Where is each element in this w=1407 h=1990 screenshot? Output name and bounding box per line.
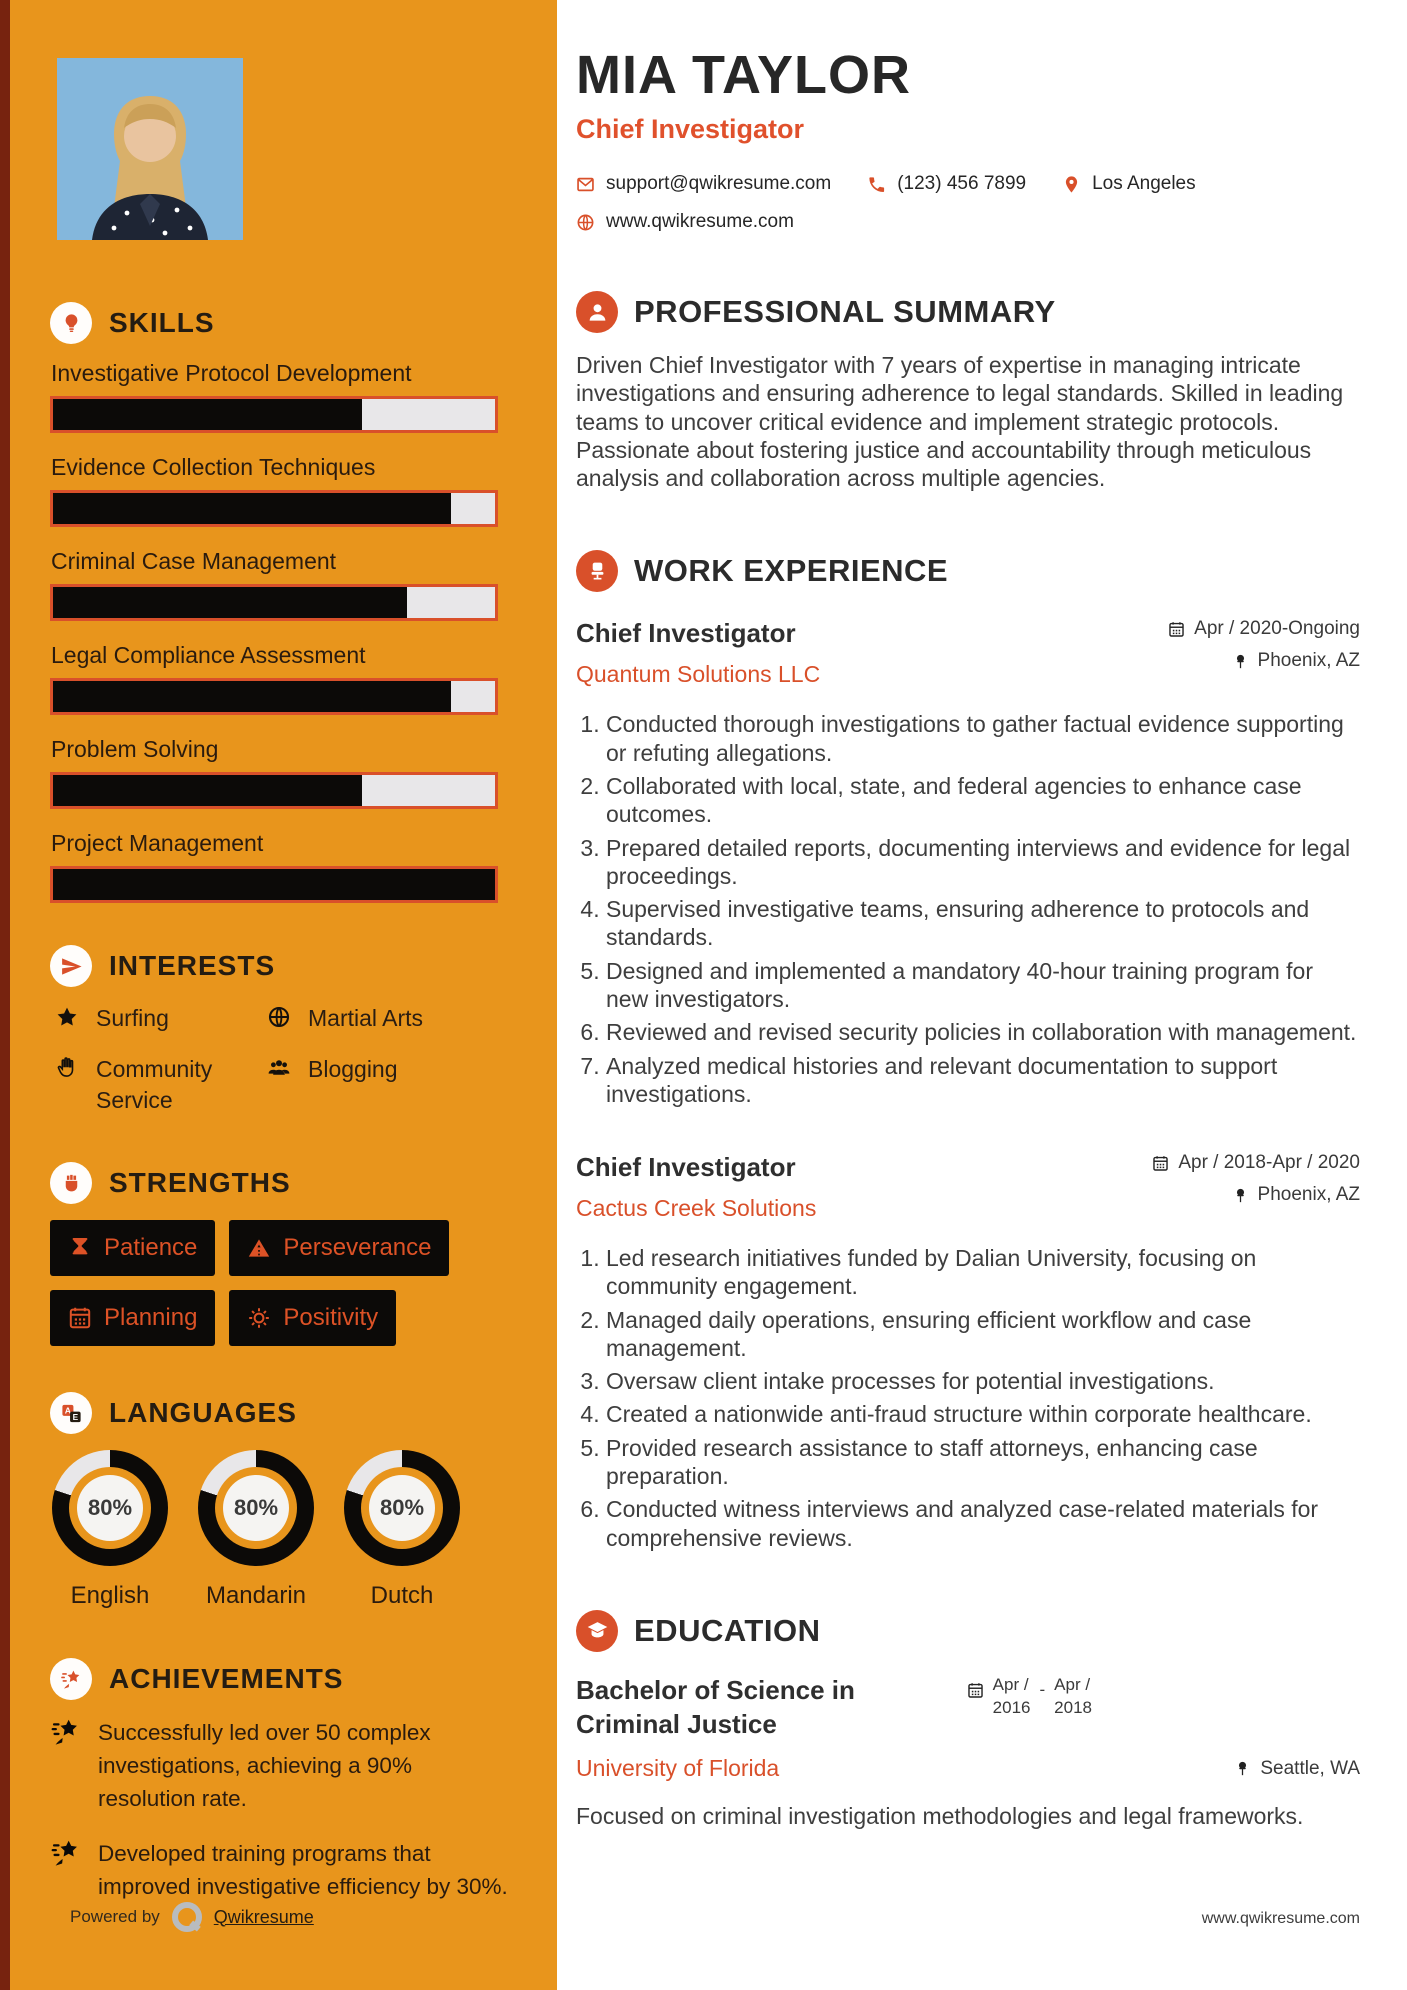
skill-progress-bar: [50, 584, 498, 621]
job-bullet: 2. Collaborated with local, state, and federal agencies to enhance case outcomes.: [606, 772, 1360, 829]
interests-title: INTERESTS: [109, 950, 276, 981]
person-name: MIA TAYLOR: [576, 45, 912, 105]
interest-label: Blogging: [308, 1056, 398, 1083]
calendar-icon: [1168, 621, 1185, 638]
interest-item: [266, 1054, 508, 1116]
school-name: University of Florida: [576, 1755, 780, 1782]
work-title: WORK EXPERIENCE: [634, 553, 949, 589]
skill-label: Evidence Collection Techniques: [51, 454, 376, 480]
hourglass-icon: [68, 1236, 92, 1260]
powered-by-label: Powered by: [70, 1907, 160, 1926]
phone-value: (123) 456 7899: [897, 173, 1027, 194]
language-label: Mandarin: [205, 1582, 307, 1610]
skill-progress-fill: [53, 869, 495, 900]
job-company: Quantum Solutions LLC: [576, 661, 821, 688]
skill-item: [50, 360, 508, 433]
summary-body: Driven Chief Investigator with 7 years of expertise in managing intricate investigations and ensuring adherence to legal standards. Skilled in leading teams to uncover critical evidence and implement strategic protocols. Passionate about fostering justice and accountability through meticulous analysis and collaboration across multiple agencies.: [576, 352, 1344, 492]
sun-icon: [247, 1306, 271, 1330]
achievements-title: ACHIEVEMENTS: [109, 1663, 344, 1695]
skill-item: [50, 830, 508, 903]
language-item: [198, 1450, 314, 1610]
left-accent-strip: [0, 0, 10, 1990]
phone-icon: [867, 175, 886, 194]
contact-row: [576, 211, 1360, 233]
interest-label: Community Service: [96, 1056, 213, 1114]
job-bullet: 4. Supervised investigative teams, ensuring adherence to protocols and standards.: [606, 895, 1360, 952]
education-description: Focused on criminal investigation methodologies and legal frameworks.: [576, 1803, 1304, 1830]
job-bullet: 5. Designed and implemented a mandatory 40-hour training program for new investigators.: [606, 957, 1360, 1014]
job-bullet: 1. Conducted thorough investigations to gather factual evidence supporting or refuting allegations.: [606, 710, 1360, 767]
strength-label: Perseverance: [283, 1234, 432, 1262]
paper-plane-icon: [50, 945, 92, 987]
skill-progress-bar: [50, 772, 498, 809]
pushpin-icon: [1232, 653, 1249, 670]
strength-badge: [229, 1290, 396, 1346]
phone-item: [867, 173, 1026, 195]
skill-progress-fill: [53, 587, 407, 618]
website-item: [576, 211, 794, 233]
email-icon: [576, 175, 595, 194]
job-company: Cactus Creek Solutions: [576, 1195, 817, 1222]
language-item: [344, 1450, 460, 1610]
pushpin-icon: [1232, 1187, 1249, 1204]
pushpin-icon: [1234, 1760, 1251, 1777]
skill-label: Legal Compliance Assessment: [51, 642, 366, 668]
language-percent: 80%: [369, 1475, 435, 1541]
achievement-text: Successfully led over 50 complex investigations, achieving a 90% resolution rate.: [98, 1720, 431, 1812]
website-value[interactable]: www.qwikresume.com: [606, 211, 794, 232]
calendar-icon: [967, 1682, 984, 1699]
main-content: [557, 0, 1407, 1990]
strength-label: Patience: [104, 1234, 198, 1262]
language-percent: 80%: [223, 1475, 289, 1541]
languages-title: LANGUAGES: [109, 1397, 297, 1429]
contact-row: [576, 173, 1360, 195]
strength-badge: [229, 1220, 449, 1276]
strength-badge: [50, 1290, 215, 1346]
shooting-star-icon: [50, 1837, 84, 1903]
strength-badge: [50, 1220, 215, 1276]
office-chair-icon: [576, 550, 618, 592]
skill-progress-bar: [50, 678, 498, 715]
job-bullet: 1. Led research initiatives funded by Dalian University, focusing on community engagement.: [606, 1244, 1360, 1301]
star-icon: [54, 1003, 80, 1034]
job-bullet: 6. Conducted witness interviews and analyzed case-related materials for comprehensive reviews.: [606, 1495, 1360, 1552]
person-title: Chief Investigator: [576, 114, 805, 144]
job-dates: Apr / 2018-Apr / 2020: [1152, 1152, 1360, 1174]
job-location: Phoenix, AZ: [1232, 1184, 1360, 1206]
qwikresume-link[interactable]: Qwikresume: [213, 1906, 314, 1927]
skill-item: [50, 454, 508, 527]
language-item: [52, 1450, 168, 1610]
skill-label: Problem Solving: [51, 736, 219, 762]
job-bullet: 3. Oversaw client intake processes for potential investigations.: [606, 1367, 1360, 1395]
education-location: Seattle, WA: [1234, 1758, 1360, 1780]
summary-title: PROFESSIONAL SUMMARY: [634, 294, 1056, 329]
achievement-item: [50, 1837, 508, 1903]
achievement-text: Developed training programs that improved investigative efficiency by 30%.: [98, 1841, 508, 1900]
job-role: Chief Investigator: [576, 1152, 796, 1183]
strengths-section: [50, 1162, 508, 1346]
achievements-section: [50, 1658, 508, 1903]
education-title: EDUCATION: [634, 1612, 821, 1648]
job-bullet: 5. Provided research assistance to staff attorneys, enhancing case preparation.: [606, 1434, 1360, 1491]
skill-label: Project Management: [51, 830, 264, 856]
achievement-item: [50, 1716, 508, 1815]
language-label: Dutch: [370, 1582, 434, 1610]
job-bullet: 4. Created a nationwide anti-fraud structure within corporate healthcare.: [606, 1400, 1360, 1428]
language-percent: 80%: [77, 1475, 143, 1541]
job-bullet: 3. Prepared detailed reports, documenting interviews and evidence for legal proceedings.: [606, 834, 1360, 891]
globe-icon: [266, 1003, 292, 1034]
calendar-icon: [68, 1306, 92, 1330]
calendar-icon: [1152, 1155, 1169, 1172]
email-value[interactable]: support@qwikresume.com: [606, 173, 832, 194]
job-bullet: 7. Analyzed medical histories and relevant documentation to support investigations.: [606, 1052, 1360, 1109]
language-label: English: [70, 1582, 150, 1610]
hand-icon: [54, 1054, 80, 1116]
sidebar: [10, 0, 557, 1990]
job-bullet-list: [576, 1244, 1360, 1552]
job-entry: [576, 1152, 1360, 1552]
skill-progress-fill: [53, 399, 362, 430]
interest-item: [54, 1003, 266, 1034]
language-donut-chart: [52, 1450, 168, 1566]
education-section: [576, 1610, 1360, 1832]
summary-section: [576, 291, 1360, 492]
skill-progress-fill: [53, 681, 451, 712]
interest-item: [54, 1054, 266, 1116]
location-item: [1062, 173, 1196, 195]
job-dates: Apr / 2020-Ongoing: [1168, 618, 1360, 640]
skill-item: [50, 736, 508, 809]
shooting-star-icon: [50, 1658, 92, 1700]
lightbulb-icon: [50, 302, 92, 344]
shooting-star-icon: [50, 1716, 84, 1815]
graduate-icon: [576, 1610, 618, 1652]
skill-item: [50, 548, 508, 621]
skill-item: [50, 642, 508, 715]
interest-label: Surfing: [96, 1005, 169, 1031]
skill-progress-bar: [50, 866, 498, 903]
skills-section: [50, 302, 508, 903]
email-item: [576, 173, 831, 195]
job-location: Phoenix, AZ: [1232, 650, 1360, 672]
skill-progress-bar: [50, 490, 498, 527]
strength-label: Planning: [104, 1304, 198, 1332]
profile-photo: [57, 58, 243, 240]
languages-section: [50, 1392, 508, 1610]
map-pin-icon: [1062, 175, 1081, 194]
degree-name: Bachelor of Science in Criminal Justice: [576, 1674, 855, 1739]
job-bullet: 6. Reviewed and revised security policies in collaboration with management.: [606, 1018, 1360, 1046]
skill-progress-bar: [50, 396, 498, 433]
skill-label: Investigative Protocol Development: [51, 360, 412, 386]
interest-item: [266, 1003, 508, 1034]
skill-progress-fill: [53, 493, 451, 524]
strengths-title: STRENGTHS: [109, 1167, 291, 1199]
fist-icon: [50, 1162, 92, 1204]
job-role: Chief Investigator: [576, 618, 796, 649]
language-donut-chart: [198, 1450, 314, 1566]
work-experience-section: [576, 550, 1360, 1551]
job-bullet-list: [576, 710, 1360, 1108]
translate-icon: [50, 1392, 92, 1434]
mountain-icon: [247, 1236, 271, 1260]
interest-label: Martial Arts: [308, 1005, 424, 1031]
skill-progress-fill: [53, 775, 362, 806]
strength-label: Positivity: [283, 1304, 379, 1332]
skill-label: Criminal Case Management: [51, 548, 337, 574]
job-bullet: 2. Managed daily operations, ensuring efficient workflow and case management.: [606, 1306, 1360, 1363]
globe-icon: [576, 213, 595, 232]
education-dates: Apr / 2016 - Apr / 2018: [967, 1674, 1092, 1742]
job-entry: [576, 618, 1360, 1108]
qwikresume-logo-icon: [172, 1902, 202, 1932]
person-icon: [576, 291, 618, 333]
sidebar-footer: [70, 1902, 314, 1932]
interests-section: [50, 945, 508, 1116]
skills-title: SKILLS: [109, 307, 215, 338]
footer-website[interactable]: www.qwikresume.com: [1201, 1910, 1360, 1927]
location-value: Los Angeles: [1092, 173, 1196, 194]
people-icon: [266, 1054, 292, 1116]
language-donut-chart: [344, 1450, 460, 1566]
